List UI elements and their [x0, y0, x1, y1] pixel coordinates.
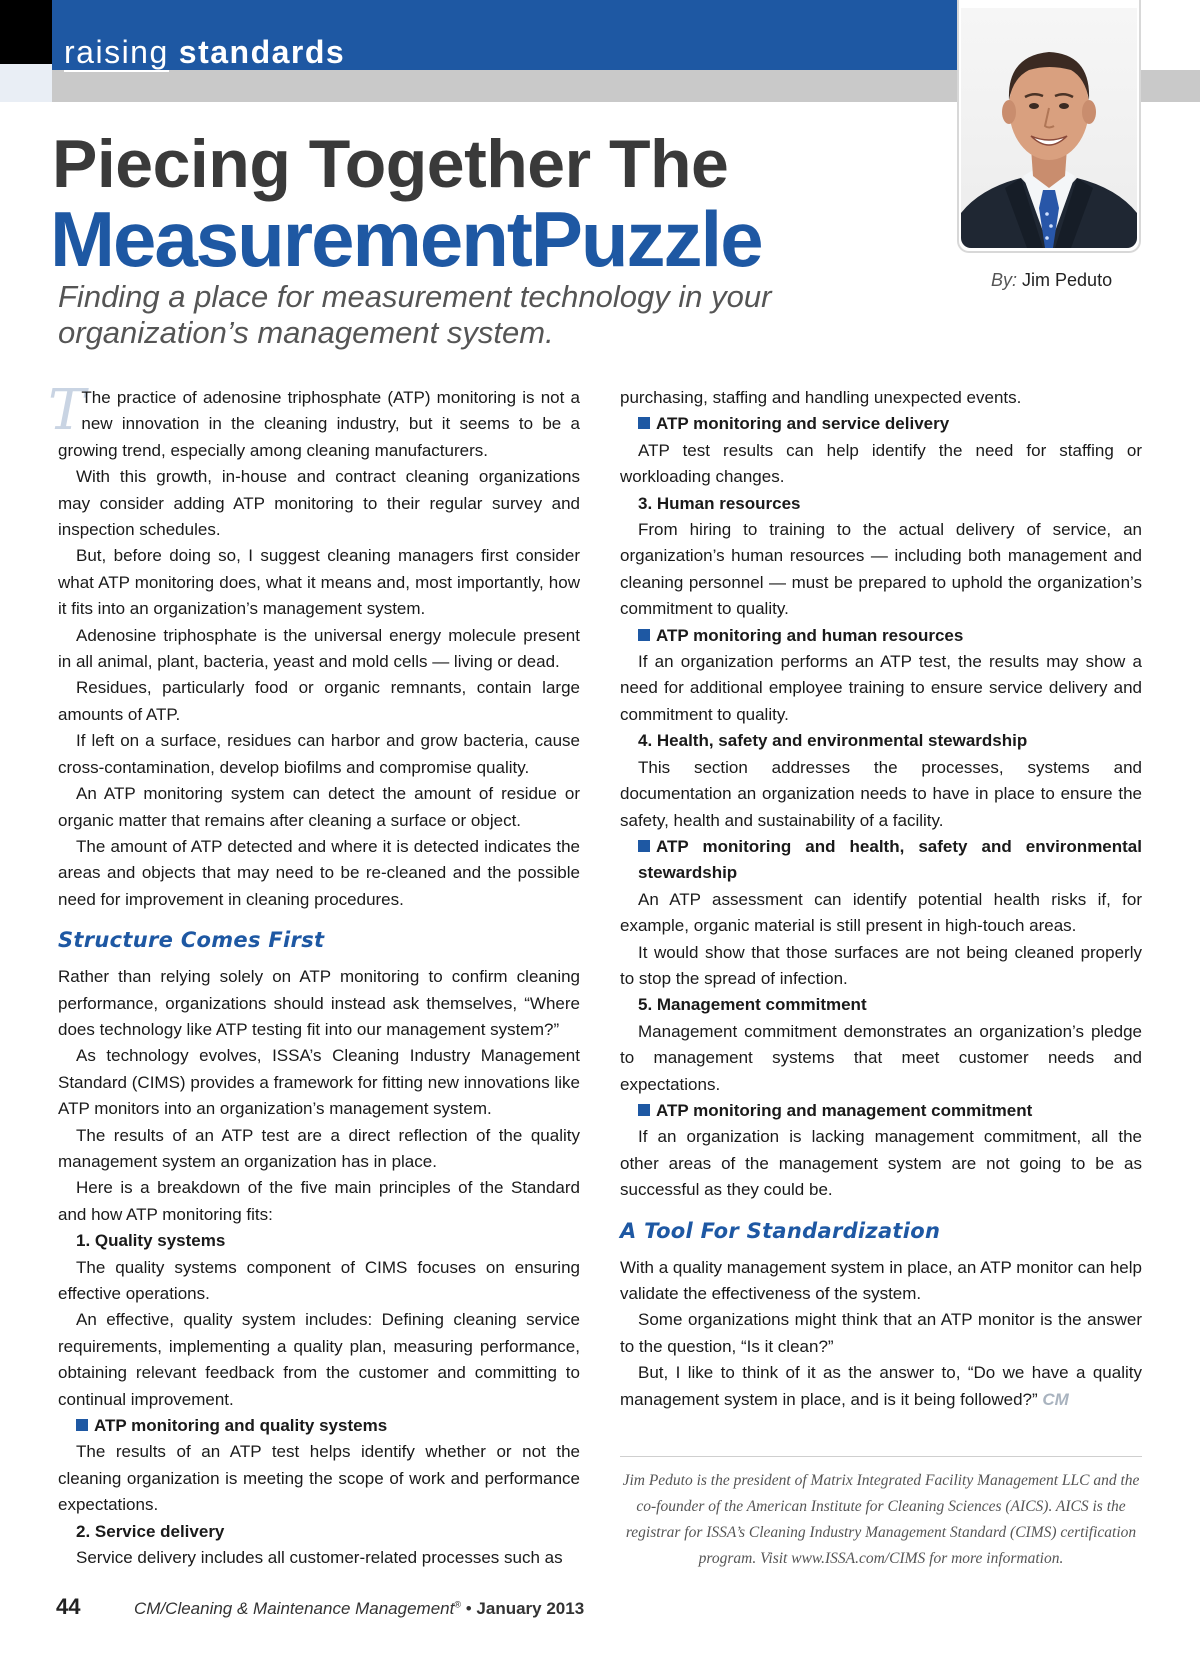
article-subtitle: Finding a place for measurement technology in your organization’s management system. — [58, 279, 772, 350]
byline — [991, 270, 1112, 291]
paragraph: With a quality management system in place, an ATP monitor can help validate the effectiveness of the system. — [620, 1257, 1142, 1303]
author-bio: Jim Peduto is the president of Matrix Integrated Facility Management LLC and the co-founder of the American Institute for Cleaning Sciences (AICS). AICS is the registrar for ISSA’s Cleaning Industry Management Standard (CIMS) certification program. Visit www.ISSA.com/CIMS for more information. — [622, 1472, 1140, 1567]
footer-separator: • — [465, 1599, 472, 1618]
end-mark: CM — [1042, 1389, 1069, 1409]
article-title-line-1: Piecing Together The — [52, 126, 729, 202]
paragraph: The quality systems component of CIMS focuses on ensuring effective operations. — [58, 1257, 580, 1303]
principle-heading: 4. Health, safety and environmental stewardship — [638, 731, 1028, 751]
paragraph: ATP test results can help identify the need for staffing or workloading changes. — [620, 440, 1142, 487]
paragraph: It would show that those surfaces are not being cleaned properly to stop the spread of infection. — [620, 942, 1142, 988]
bullet-heading: ATP monitoring and health, safety and environmental stewardship — [638, 836, 1142, 883]
section-heading: A Tool For Standardization — [620, 1218, 941, 1243]
paragraph: Rather than relying solely on ATP monitoring to confirm cleaning performance, organizations should instead ask themselves, “Where does technology like ATP testing fit into our management system?” — [58, 967, 580, 1039]
paragraph: Adenosine triphosphate is the universal energy molecule present in all animal, plant, bacteria, yeast and mold cells — living or dead. — [58, 625, 580, 672]
footer-publication — [134, 1599, 584, 1619]
principle-heading: 2. Service delivery — [76, 1521, 225, 1541]
principle-heading: 3. Human resources — [638, 493, 801, 513]
paragraph: purchasing, staffing and handling unexpected events. — [620, 388, 1022, 407]
paragraph: If an organization performs an ATP test, the results may show a need for additional employee training to ensure service delivery and commitment to quality. — [620, 652, 1142, 724]
bullet-heading: ATP monitoring and service delivery — [620, 411, 1142, 437]
kicker-bold: standards — [178, 34, 346, 70]
paragraph: Residues, particularly food or organic remnants, contain large amounts of ATP. — [58, 678, 580, 724]
bullet-heading: ATP monitoring and management commitment — [620, 1098, 1142, 1124]
author-portrait-illustration — [961, 8, 1137, 248]
author-portrait — [961, 8, 1137, 248]
article-title-line-2: MeasurementPuzzle — [50, 195, 762, 283]
paragraph: As technology evolves, ISSA’s Cleaning Industry Management Standard (CIMS) provides a framework for fitting new innovations like ATP monitors into an organization’s management system. — [58, 1046, 580, 1119]
principle-heading: 5. Management commitment — [638, 995, 867, 1015]
square-bullet-icon — [638, 629, 650, 641]
drop-cap: T — [48, 378, 86, 443]
paragraph: Management commitment demonstrates an organization’s pledge to management systems that meet customer needs and expectations. — [620, 1021, 1142, 1094]
paragraph: With this growth, in-house and contract cleaning organizations may consider adding ATP monitoring to their regular survey and inspection schedules. — [58, 467, 580, 540]
bullet-heading: ATP monitoring and quality systems — [58, 1413, 580, 1439]
publication-name: CM/Cleaning & Maintenance Management — [134, 1599, 455, 1618]
author-portrait-frame — [957, 0, 1141, 253]
header-corner-light — [0, 64, 52, 102]
kicker-light: raising — [64, 34, 169, 70]
issue-date: January 2013 — [476, 1599, 585, 1618]
section-heading: Structure Comes First — [58, 928, 325, 953]
paragraph: But, before doing so, I suggest cleaning managers first consider what ATP monitoring does, what it means and, most importantly, how it fits into an organization’s management system. — [58, 546, 580, 619]
right-column — [620, 385, 1142, 1413]
paragraph: This section addresses the processes, systems and documentation an organization needs to have in place to ensure the safety, health and sustainability of a facility. — [620, 757, 1142, 830]
header-gray-strip — [52, 70, 958, 102]
paragraph: But, I like to think of it as the answer to, “Do we have a quality management system in place, and is it being followed?” CM — [620, 1363, 1142, 1409]
paragraph: The amount of ATP detected and where it is detected indicates the areas and objects that may need to be re-cleaned and the possible need for improvement in cleaning procedures. — [58, 836, 580, 909]
square-bullet-icon — [638, 417, 650, 429]
square-bullet-icon — [76, 1419, 88, 1431]
principle-heading: 1. Quality systems — [76, 1231, 226, 1251]
paragraph: If left on a surface, residues can harbor and grow bacteria, cause cross-contamination, develop biofilms and compromise quality. — [58, 731, 580, 777]
paragraph: If an organization is lacking management commitment, all the other areas of the management system are not going to be as successful as they could be. — [620, 1127, 1142, 1200]
left-column — [48, 378, 580, 1571]
section-kicker — [64, 34, 345, 70]
paragraph: An effective, quality system includes: Defining cleaning service requirements, implementing a quality plan, measuring performance, obtaining relevant feedback from the customer and committing to continual improvement. — [58, 1310, 580, 1409]
author-name: Jim Peduto — [1022, 270, 1113, 290]
paragraph: The results of an ATP test are a direct reflection of the quality management system an organization has in place. — [58, 1125, 580, 1171]
registered-mark: ® — [454, 1599, 461, 1610]
paragraph: Some organizations might think that an ATP monitor is the answer to the question, “Is it clean?” — [620, 1310, 1142, 1356]
header-gray-strip-right — [1140, 70, 1200, 102]
bullet-heading: ATP monitoring and human resources — [620, 623, 1142, 649]
paragraph: An ATP monitoring system can detect the amount of residue or organic matter that remains after cleaning a surface or object. — [58, 784, 580, 830]
paragraph: From hiring to training to the actual delivery of service, an organization’s human resources — including both management and cleaning personnel — must be prepared to uphold the organization’s commitment to quality. — [620, 520, 1142, 619]
square-bullet-icon — [638, 1104, 650, 1116]
paragraph: Service delivery includes all customer-related processes such as — [76, 1548, 563, 1568]
paragraph: An ATP assessment can identify potential health risks if, for example, organic material is still present in high-touch areas. — [620, 889, 1142, 936]
byline-label: By: — [991, 270, 1018, 290]
paragraph: T The practice of adenosine triphosphate (ATP) monitoring is not a new innovation in the cleaning industry, but it seems to be a growing trend, especially among cleaning manufacturers. — [48, 378, 580, 460]
paragraph: Here is a breakdown of the five main principles of the Standard and how ATP monitoring fits: — [58, 1178, 580, 1224]
header-corner-block — [0, 0, 52, 64]
square-bullet-icon — [638, 840, 650, 852]
paragraph: The results of an ATP test helps identify whether or not the cleaning organization is meeting the scope of work and performance expectations. — [58, 1442, 580, 1515]
bio-divider — [620, 1456, 1142, 1457]
page-number: 44 — [56, 1594, 81, 1619]
